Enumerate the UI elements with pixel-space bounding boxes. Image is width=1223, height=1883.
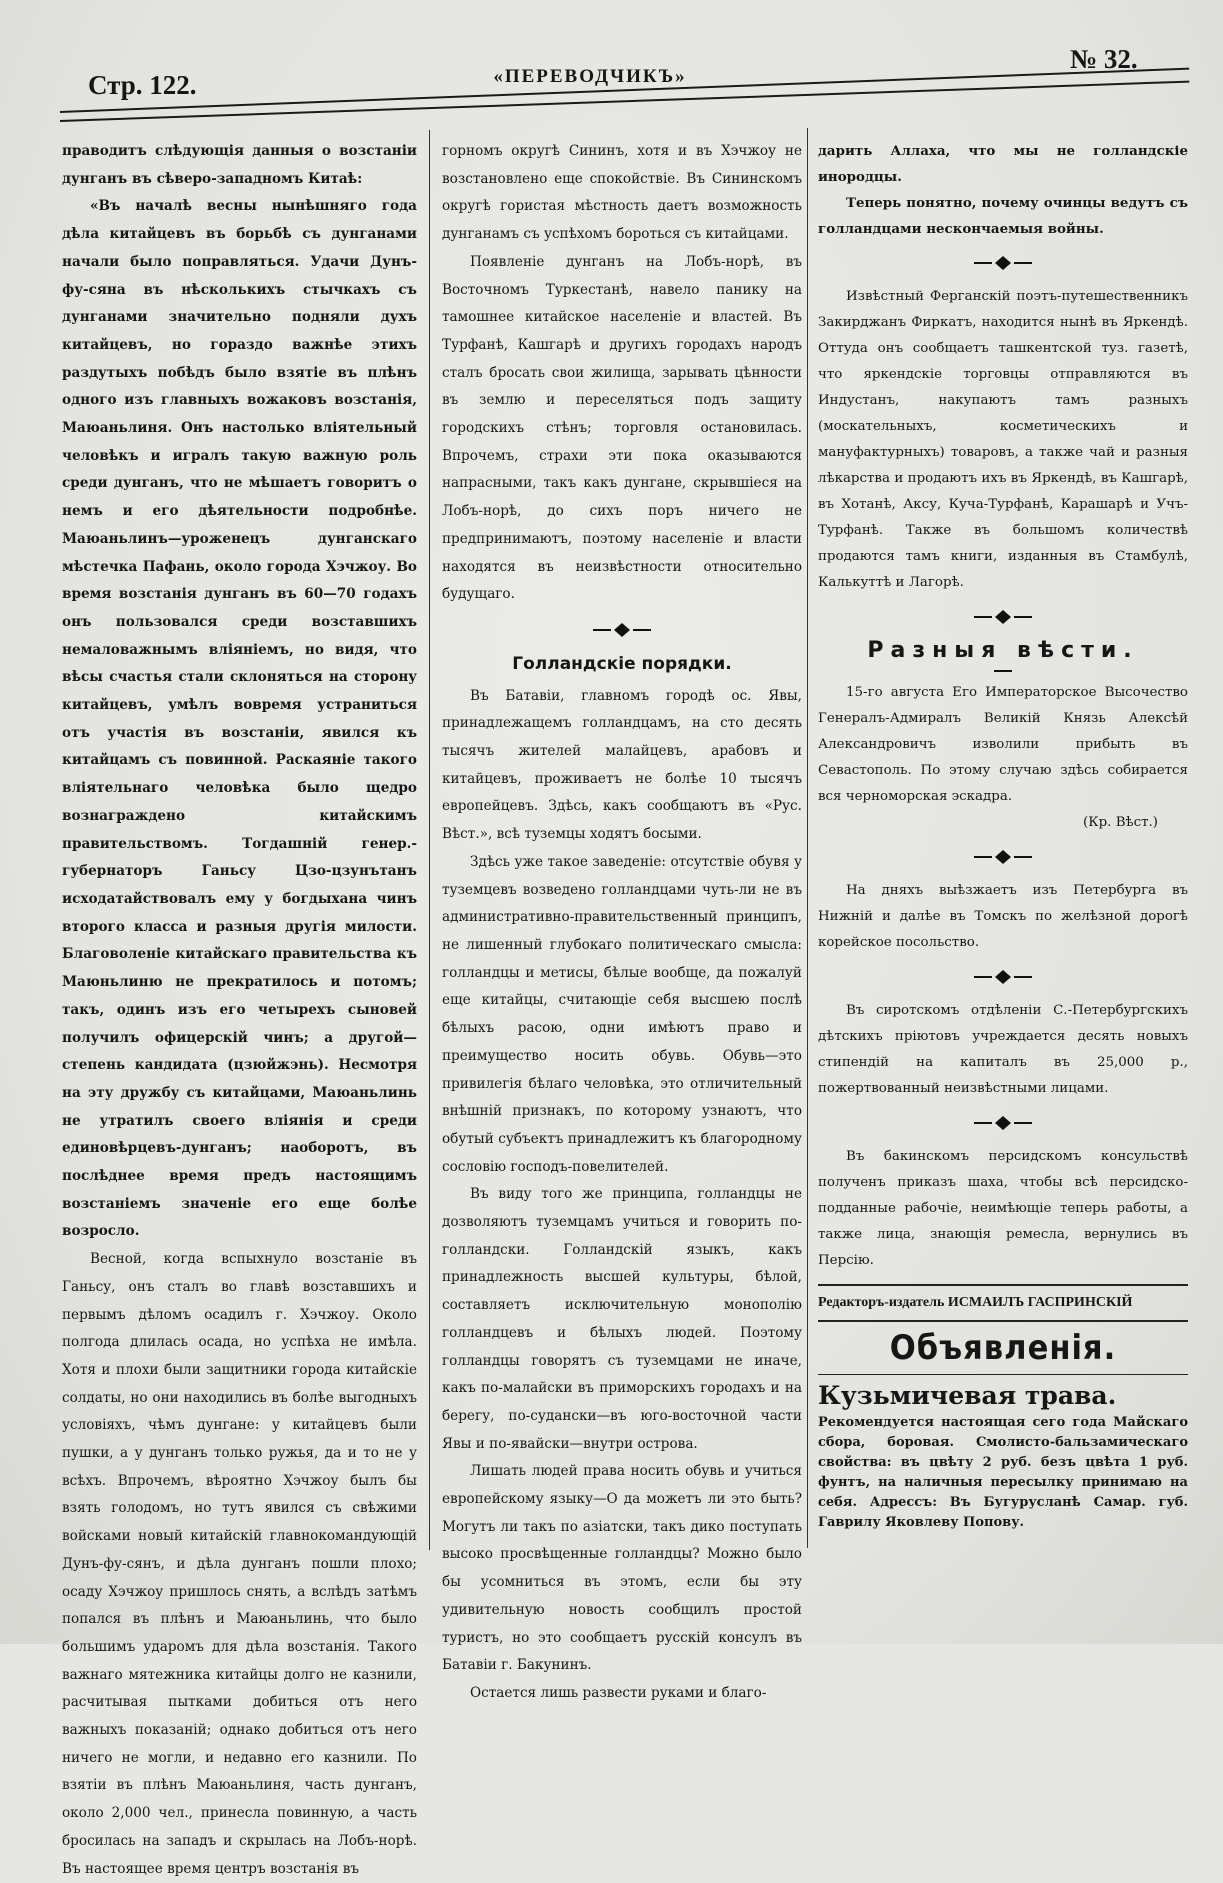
paragraph: горномъ округѣ Сининъ, хотя и въ Хэчжоу не возстановлено еще спокойствіе. Въ Сининскомъ округѣ гористая мѣстность даетъ возможность дунганамъ съ успѣхомъ бороться съ китайцами. <box>442 143 802 243</box>
rule <box>818 1320 1188 1322</box>
news-item: На дняхъ выѣзжаетъ изъ Петербурга въ Нижній и далѣе въ Томскъ по желѣзной дорогѣ корейское посольство. <box>818 883 1188 950</box>
paragraph: Весной, когда вспыхнуло возстаніе въ Ганьсу, онъ сталъ во главѣ возставшихъ и первымъ дѣломъ осадилъ г. Хэчжоу. Около полгода длилась осада, но успѣха не имѣла. Хотя и плохи были защитники города китайскіе солдаты, но они находились въ болѣе выгодныхъ условіяхъ, чѣмъ дунгане: у китайцевъ были пушки, а у дунганъ только ружья, да и то не у всѣхъ. Впрочемъ, вѣроятно Хэчжоу былъ бы взять голодомъ, но тутъ явился съ свѣжими войсками новый китайскій главнокомандующій Дунъ-фу-сянъ, и дѣла дунганъ пошли плохо; осаду Хэчжоу пришлось снять, а вслѣдъ затѣмъ попался въ плѣнъ и Маюаньлинь, что было большимъ ударомъ для дѣла возстанія. Такого важнаго мятежника китайцы долго не казнили, расчитывая пытками добиться отъ него важныхъ показаній; однако добиться отъ него ничего не могли, и недавно его казнили. По взятіи въ плѣнъ Маюаньлиня, часть дунганъ, около 2,000 чел., принесла повинную, а часть бросилась на западъ и скрылась на Лобъ-норѣ. Въ настоящее время центръ возстанія въ <box>62 1251 417 1877</box>
section-title: Разныя вѣсти. <box>867 638 1139 663</box>
column-divider-2 <box>807 128 808 1548</box>
paragraph: праводитъ слѣдующія данныя о возстаніи дунганъ въ сѣверо-западномъ Китаѣ: <box>62 143 417 187</box>
ornament-divider <box>818 962 1188 992</box>
page-number: Стр. 122. <box>88 70 197 100</box>
column-divider-1 <box>429 130 430 1550</box>
paragraph: Остается лишь развести руками и благо- <box>470 1684 767 1701</box>
issue-number: № 32. <box>1070 44 1138 74</box>
column-2 <box>442 138 802 1708</box>
paragraph: Появленіе дунганъ на Лобъ-норѣ, въ Восточномъ Туркестанѣ, навело панику на тамошнее китайское населеніе и властей. Въ Турфанѣ, Кашгарѣ и другихъ городахъ народъ сталъ бросать свои жилища, зарывать цѣнности въ землю и переселяться подъ защиту городскихъ стѣнъ; торговля остановилась. Впрочемъ, страхи эти пока оказываются напрасными, такъ какъ дунгане, скрывшіеся на Лобъ-норѣ, до сихъ поръ ничего не предпринимаютъ, поэтому населеніе и власти находятся въ неизвѣстности относительно будущаго. <box>442 253 802 603</box>
column-1 <box>62 138 417 1883</box>
rule <box>818 1284 1188 1286</box>
column-3 <box>818 138 1188 1533</box>
ad-text: Рекомендуется настоящая сего года Майскаго сбора, боровая. Смолисто-бальзамическаго свойства: въ цвѣту 2 руб. безъ цвѣта 1 руб. фунтъ, на наличныя пересылку принимаю на себя. Адрессъ: Въ Бугурусланѣ Самар. губ. Гаврилу Яковлеву Попову. <box>818 1415 1188 1530</box>
ornament-divider <box>818 1108 1188 1138</box>
paragraph: Лишать людей права носить обувь и учиться европейскому языку—О да можетъ ли это быть? Могутъ ли такъ по азіатски, такъ дико поступать высоко просвѣщенные голландцы? Можно было бы усомниться въ этомъ, если бы эту удивительную новость сообщилъ простой туристъ, но это сообщаетъ русскій консулъ въ Батавіи г. Бакунинъ. <box>442 1463 802 1674</box>
paragraph: Здѣсь уже такое заведеніе: отсутствіе обувя у туземцевъ возведено голландцами чуть-ли не въ административно-правительственный принципъ, не лишенный глубокаго политическаго смысла: голландцы и метисы, бѣлые вообще, да пожалуй еще китайцы, считающіе себя высшею послѣ бѣлыхъ расою, одни имѣютъ право и преимущество носить обувь. Обувь—это привилегія бѣлаго человѣка, это отличительный внѣшній признакъ, по которому узнаютъ, что обутый субъектъ принадлежитъ къ благородному сословію господъ-повелителей. <box>442 853 802 1175</box>
news-item: Въ бакинскомъ персидскомъ консульствѣ полученъ приказъ шаха, чтобы всѣ персидско-подданные рабочіе, неимѣющіе теперь работы, а также лица, знающія ремесла, вернулись въ Персію. <box>818 1149 1188 1268</box>
ads-title: Объявленія. <box>889 1328 1117 1368</box>
section-title: Голландскіе порядки. <box>512 653 732 674</box>
title-dash <box>994 670 1012 672</box>
ornament-divider <box>818 248 1188 278</box>
source-credit: (Кр. Вѣст.) <box>1083 815 1158 830</box>
ad-heading: Кузьмичевая трава. <box>818 1381 1117 1410</box>
rule <box>818 1374 1188 1375</box>
newspaper-title: «ПЕРЕВОДЧИКЪ» <box>493 66 687 87</box>
paragraph: Въ Батавіи, главномъ городѣ ос. Явы, принадлежащемъ голландцамъ, на сто десять тысячъ жителей малайцевъ, арабовъ и китайцевъ, проживаетъ не болѣе 10 тысячъ европейцевъ. Здѣсь, какъ сообщаютъ въ «Рус. Вѣст.», всѣ туземцы ходятъ босыми. <box>442 687 802 843</box>
paragraph: «Въ началѣ весны нынѣшняго года дѣла китайцевъ въ борьбѣ съ дунганами начали было поправляться. Удачи Дунъ-фу-сяна въ нѣсколькихъ стычкахъ съ дунганами значительно подняли духъ китайцевъ, но гораздо важнѣе этихъ раздутыхъ побѣдъ было взятіе въ плѣнъ одного изъ главныхъ вожаковъ возстанія, Маюаньлиня. Онъ настолько вліятельный человѣкъ и игралъ такую важную роль среди дунганъ, что не мѣшаетъ говоритъ о немъ и его дѣятельности подробнѣе. Маюаньлинъ—уроженецъ дунганскаго мѣстечка Пафань, около города Хэчжоу. Во время возстанія дунганъ въ 60—70 годахъ онъ пользовался среди возставшихъ немаловажнымъ вліяніемъ, но видя, что вѣсы счастья стали склоняться на сторону китайцевъ, умѣлъ вовремя устраниться отъ участія въ возстаніи, явился къ китайцамъ съ повинной. Раскаяніе такого вліятельнаго человѣка было щедро вознаграждено китайскимъ правительствомъ. Тогдашній генер.-губернаторъ Ганьсу Цзо-цзунътанъ исходатайствовалъ ему у богдыхана чинъ второго класса и разныя другія милости. Благоволеніе китайскаго правительства къ Маюньлиню не прекратилось и потомъ; такъ, одинъ изъ его четырехъ сыновей получилъ офицерскій чинъ; а другой—степень кандидата (цзюйжэнь). Несмотря на эту дружбу съ китайцами, Маюаньлинь не утратилъ своего вліянія и среди единовѣрцевъ-дунганъ; наоборотъ, въ послѣднее время предъ настоящимъ возстаніемъ значеніе его еще болѣе возросло. <box>62 198 417 1240</box>
paragraph: Въ виду того же принципа, голландцы не дозволяютъ туземцамъ учиться и говорить по-голландски. Голландскій языкъ, какъ принадлежность высшей культуры, бѣлой, составляетъ исключительную монополію голландцевъ и бѣлыхъ людей. Поэтому голландцы говорятъ съ туземцами не иначе, какъ по-малайски въ приморскихъ городахъ и на берегу, по-судански—въ юго-восточной части Явы и по-явайски—внутри острова. <box>442 1186 802 1452</box>
news-item: 15-го августа Его Императорское Высочество Генералъ-Адмиралъ Великій Князь Алексѣй Александровичъ изволили прибыть въ Севастополь. По этому случаю здѣсь собирается вся черноморская эскадра. <box>818 685 1188 804</box>
paragraph: дарить Аллаха, что мы не голландскіе инородцы. <box>818 143 1188 185</box>
paragraph: Извѣстный Ферганскій поэтъ-путешественникъ Закирджанъ Фиркатъ, находится нынѣ въ Яркендѣ. Оттуда онъ сообщаетъ ташкентской туз. газетѣ, что яркендскіе торговцы отправляются въ Индустанъ, накупаютъ тамъ разныхъ (москательныхъ, косметическихъ и мануфактурныхъ) товаровъ, а также чай и разныя лѣкарства и продаютъ ихъ въ Яркендѣ, въ Кашгарѣ, въ Хотанѣ, Аксу, Куча-Турфанѣ, Карашарѣ и Учъ-Турфанѣ. Также въ большомъ количествѣ продаются тамъ книги, изданныя въ Стамбулѣ, Калькуттѣ и Лагорѣ. <box>818 289 1188 590</box>
ornament-divider <box>818 842 1188 872</box>
paragraph: Теперь понятно, почему очинцы ведутъ съ голландцами нескончаемыя войны. <box>818 195 1188 237</box>
news-item: Въ сиротскомъ отдѣленіи С.-Петербургскихъ дѣтскихъ пріютовъ учреждается десять новыхъ стипендій на капиталъ въ 25,000 р., пожертвованный неизвѣстными лицами. <box>818 1003 1188 1096</box>
ornament-divider <box>442 615 802 645</box>
editor-line: Редакторъ-издатель ИСМАИЛЪ ГАСПРИНСКІЙ <box>818 1295 1133 1310</box>
ornament-divider <box>818 602 1188 632</box>
